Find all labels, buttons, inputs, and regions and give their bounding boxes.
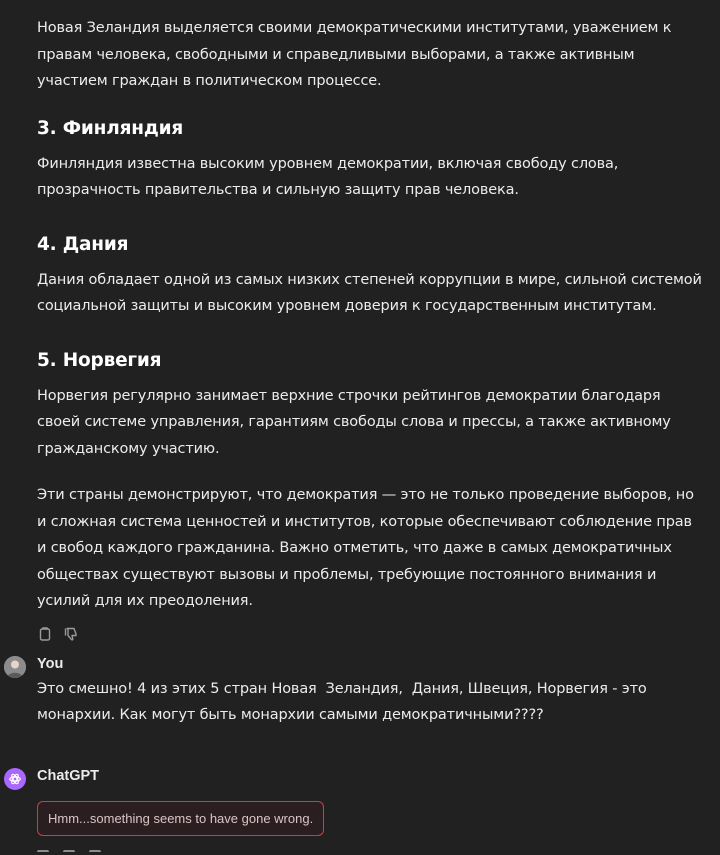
assistant-actions — [37, 850, 101, 855]
regenerate-icon[interactable] — [63, 850, 75, 855]
section-text-denmark: Дания обладает одной из самых низких степеней коррупции в мире, сильной системой социальной защиты и высоким уровнем доверия к государственным институтам. — [37, 271, 702, 314]
thumbs-down-icon[interactable] — [89, 850, 101, 855]
assistant-author: ChatGPT — [37, 768, 100, 784]
response-actions — [37, 624, 702, 644]
section-text-norway: Норвегия регулярно занимает верхние строчки рейтингов демократии благодаря своей системе управления, гарантиям свободы слова и прессы, а также активному гражданскому участию. — [37, 387, 671, 457]
section-heading-finland: 3. Финляндия — [37, 117, 184, 139]
thumbs-down-icon[interactable] — [63, 626, 79, 642]
user-author: You — [37, 656, 64, 672]
user-avatar — [4, 656, 26, 678]
section-heading-denmark: 4. Дания — [37, 233, 129, 255]
error-message: Hmm...something seems to have gone wrong. — [37, 801, 324, 836]
response-closing: Эти страны демонстрируют, что демократия — это не только проведение выборов, но и сложная система ценностей и институтов, которые обеспечивают соблюдение прав и свобод каждого гражданина. Важно отметить, что даже в самых демократичных обществах существуют вызовы и проблемы, требующие постоянного внимания и усилий для их преодоления. — [37, 487, 694, 609]
response-intro: Новая Зеландия выделяется своими демократическими институтами, уважением к правам человека, свободными и справедливыми выборами, а также активным участием граждан в политическом процессе. — [37, 20, 672, 89]
copy-icon[interactable] — [37, 626, 53, 642]
copy-icon[interactable] — [37, 850, 49, 855]
section-heading-norway: 5. Норвегия — [37, 349, 162, 371]
user-message-text: Это смешно! 4 из этих 5 стран Новая Зеландия, Дания, Швеция, Норвегия - это монархии. Как могут быть монархии самыми демократичными???? — [37, 681, 652, 723]
section-text-finland: Финляндия известна высоким уровнем демократии, включая свободу слова, прозрачность правительства и сильную защиту прав человека. — [37, 155, 619, 198]
chatgpt-logo-icon — [4, 768, 26, 790]
